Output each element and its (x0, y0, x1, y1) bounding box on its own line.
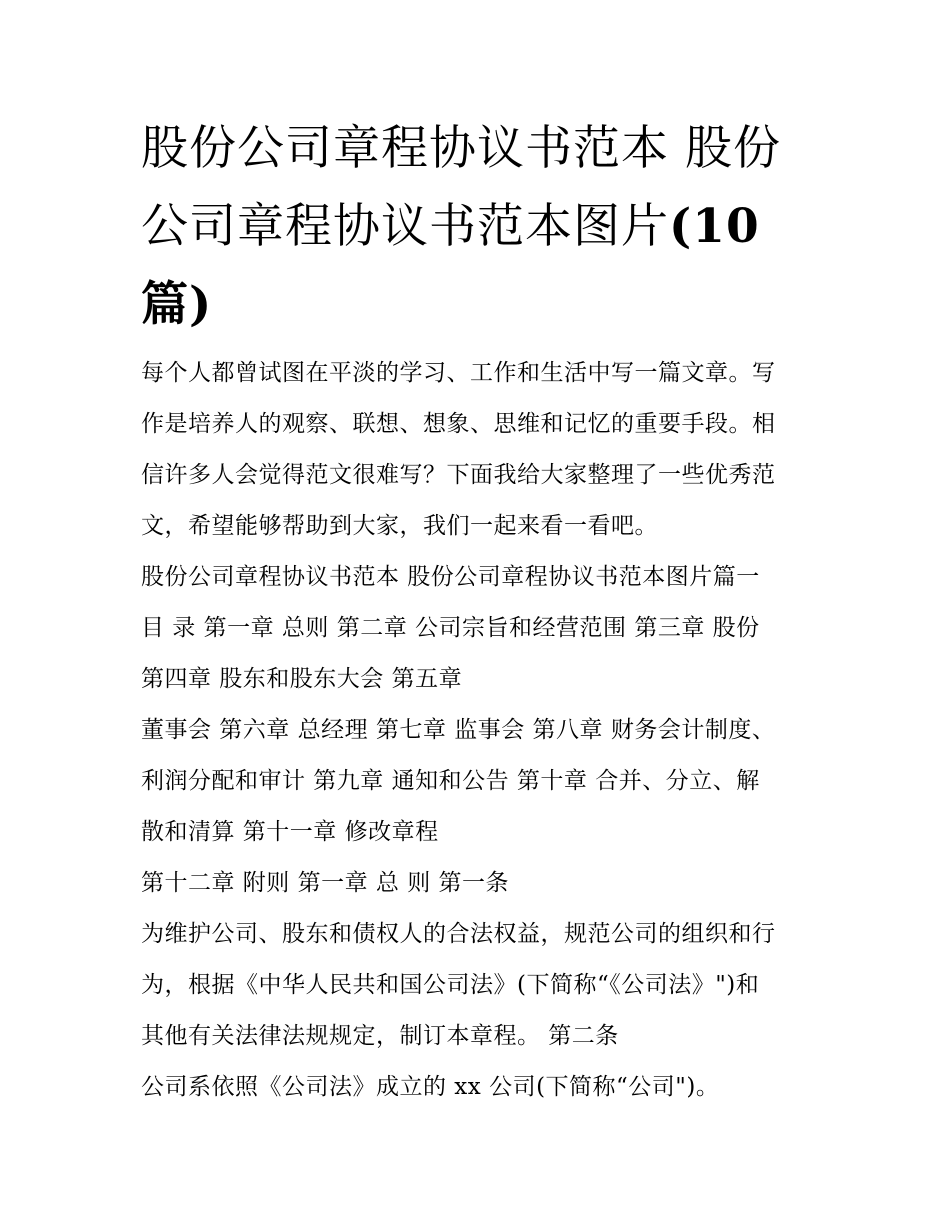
body-line: 目 录 第一章 总则 第二章 公司宗旨和经营范围 第三章 股份 (141, 615, 760, 641)
body-line: 为维护公司、股东和债权人的合法权益，规范公司的组织和行 (141, 921, 776, 947)
body-line: 股份公司章程协议书范本 股份公司章程协议书范本图片篇一 (141, 564, 760, 590)
title-line-3: 篇) (141, 277, 213, 332)
body-line: 第四章 股东和股东大会 第五章 (141, 666, 463, 692)
document-title (141, 110, 821, 344)
body-line: 信许多人会觉得范文很难写？下面我给大家整理了一些优秀范 (141, 462, 776, 488)
title-line-2: 公司章程协议书范本图片 (141, 199, 669, 254)
body-line: 作是培养人的观察、联想、想象、思维和记忆的重要手段。相 (141, 411, 776, 437)
body-line: 董事会 第六章 总经理 第七章 监事会 第八章 财务会计制度、 (141, 717, 776, 743)
title-line-2-count: (10 (669, 199, 760, 254)
body-line: 散和清算 第十一章 修改章程 (141, 819, 439, 845)
body-line: 其他有关法律法规规定，制订本章程。 第二条 (141, 1023, 619, 1049)
body-line: 第十二章 附则 第一章 总 则 第一条 (141, 870, 510, 896)
body-line: 文，希望能够帮助到大家，我们一起来看一看吧。 (141, 513, 658, 539)
document-page (141, 110, 821, 1113)
body-line: 为，根据《中华人民共和国公司法》(下简称“《公司法》")和 (141, 972, 760, 998)
body-line: 利润分配和审计 第九章 通知和公告 第十章 合并、分立、解 (141, 768, 760, 794)
title-line-1: 股份公司章程协议书范本 股份 (141, 121, 781, 176)
body-line: 公司系依照《公司法》成立的 xx 公司(下简称“公司")。 (141, 1074, 720, 1100)
body-line: 每个人都曾试图在平淡的学习、工作和生活中写一篇文章。写 (141, 360, 776, 386)
document-body (141, 348, 821, 1113)
